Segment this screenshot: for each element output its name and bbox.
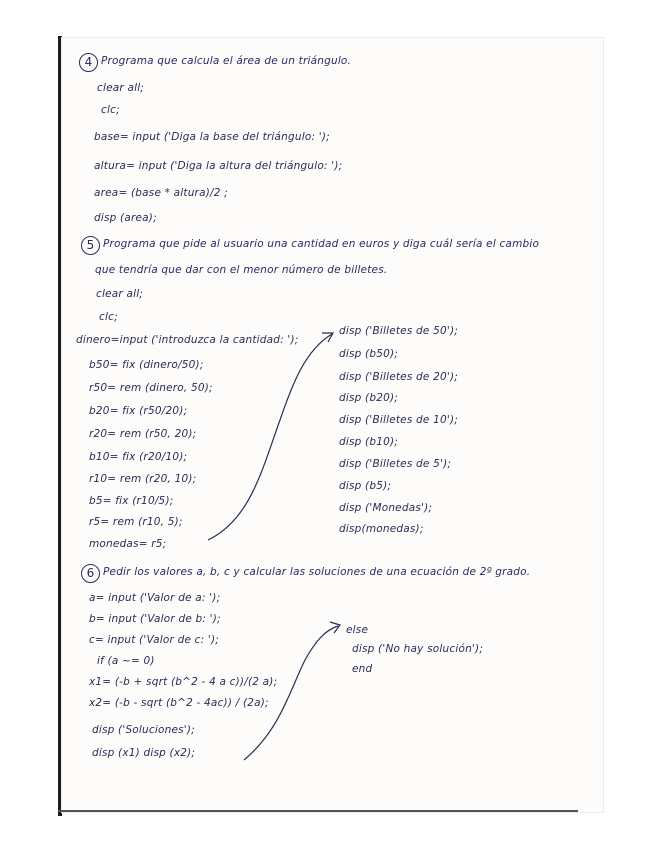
continuation-arrow-5	[208, 334, 332, 540]
code-line: a= input ('Valor de a: ');	[89, 592, 221, 604]
code-line: disp ('Billetes de 50');	[339, 325, 458, 337]
code-line: disp (x1) disp (x2);	[92, 747, 196, 759]
code-line: clear all;	[97, 82, 145, 94]
continuation-arrow-6	[244, 626, 338, 760]
code-line: clear all;	[96, 288, 144, 300]
code-line: r5= rem (r10, 5);	[89, 516, 183, 528]
code-line: b= input ('Valor de b: ');	[89, 613, 221, 625]
code-line: disp (b50);	[339, 348, 399, 360]
exercise-5-number: 5	[81, 236, 100, 255]
code-line: if (a ~= 0)	[97, 655, 155, 667]
code-line: end	[352, 663, 373, 675]
code-line: base= input ('Diga la base del triángulo: ');	[94, 131, 330, 143]
exercise-5-title: Programa que pide al usuario una cantidad en euros y diga cuál sería el cambio	[103, 238, 540, 250]
code-line: x2= (-b - sqrt (b^2 - 4ac)) / (2a);	[89, 697, 269, 709]
exercise-5-title-cont: que tendría que dar con el menor número de billetes.	[95, 264, 388, 276]
code-line: area= (base * altura)/2 ;	[94, 187, 228, 199]
code-line: c= input ('Valor de c: ');	[89, 634, 220, 646]
code-line: disp (b5);	[339, 480, 392, 492]
code-line: disp ('Soluciones');	[92, 724, 195, 736]
code-line: disp ('No hay solución');	[352, 643, 484, 655]
exercise-6-title: Pedir los valores a, b, c y calcular las soluciones de una ecuación de 2º grado.	[103, 566, 531, 578]
code-line: x1= (-b + sqrt (b^2 - 4 a c))/(2 a);	[89, 676, 278, 688]
code-line: disp ('Billetes de 20');	[339, 371, 458, 383]
code-line: disp ('Billetes de 10');	[339, 414, 458, 426]
code-line: b10= fix (r20/10);	[89, 451, 188, 463]
code-line: disp (area);	[94, 212, 157, 224]
code-line: clc;	[101, 104, 120, 116]
code-line: r20= rem (r50, 20);	[89, 428, 197, 440]
exercise-4-number: 4	[79, 53, 98, 72]
code-line: else	[346, 624, 369, 636]
code-line: monedas= r5;	[89, 538, 167, 550]
exercise-6-number: 6	[81, 564, 100, 583]
code-line: clc;	[99, 311, 118, 323]
code-line: dinero=input ('introduzca la cantidad: ');	[76, 334, 299, 346]
code-line: disp (b10);	[339, 436, 399, 448]
code-line: b5= fix (r10/5);	[89, 495, 174, 507]
code-line: b50= fix (dinero/50);	[89, 359, 204, 371]
code-line: b20= fix (r50/20);	[89, 405, 188, 417]
code-line: disp (b20);	[339, 392, 399, 404]
code-line: altura= input ('Diga la altura del triángulo: ');	[94, 160, 343, 172]
code-line: disp ('Monedas');	[339, 502, 433, 514]
code-line: r10= rem (r20, 10);	[89, 473, 197, 485]
code-line: disp ('Billetes de 5');	[339, 458, 452, 470]
exercise-4-title: Programa que calcula el área de un triángulo.	[101, 55, 352, 67]
code-line: disp(monedas);	[339, 523, 424, 535]
code-line: r50= rem (dinero, 50);	[89, 382, 213, 394]
